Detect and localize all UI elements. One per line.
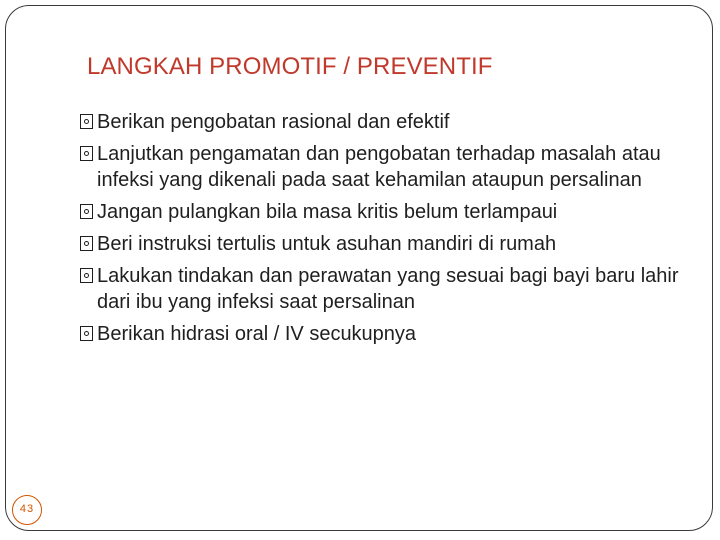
bullet-box-icon [80, 326, 93, 341]
bullet-text: Berikan hidrasi oral / IV secukupnya [97, 323, 417, 345]
list-item [80, 231, 690, 257]
list-item [80, 109, 690, 135]
bullet-text: Lanjutkan pengamatan dan pengobatan terhadap masalah atau infeksi yang dikenali pada saat kehamilan ataupun persalinan [97, 143, 661, 191]
bullet-text: Beri instruksi tertulis untuk asuhan mandiri di rumah [97, 233, 557, 255]
bullet-box-icon [80, 114, 93, 129]
list-item [80, 263, 690, 315]
bullet-box-icon [80, 236, 93, 251]
bullet-box-icon [80, 268, 93, 283]
bullet-box-icon [80, 146, 93, 161]
bullet-list [80, 109, 690, 353]
list-item [80, 321, 690, 347]
page-number-badge: 43 [12, 495, 42, 525]
bullet-text: Berikan pengobatan rasional dan efektif [97, 111, 450, 133]
list-item [80, 199, 690, 225]
list-item [80, 141, 690, 193]
bullet-text: Jangan pulangkan bila masa kritis belum terlampaui [97, 201, 558, 223]
slide-title: LANGKAH PROMOTIF / PREVENTIF [87, 53, 493, 80]
bullet-box-icon [80, 204, 93, 219]
bullet-text: Lakukan tindakan dan perawatan yang sesuai bagi bayi baru lahir dari ibu yang infeksi saat persalinan [97, 265, 679, 313]
